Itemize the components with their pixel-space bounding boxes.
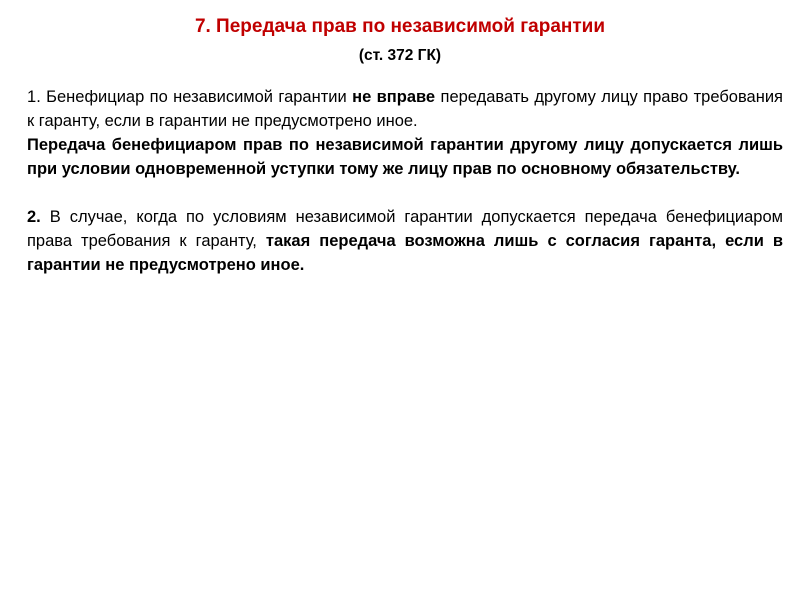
paragraph-spacer (27, 181, 783, 205)
paragraph-1-number: 1 (27, 88, 37, 106)
paragraph-2 (27, 205, 783, 277)
paragraph-2-number: 2. (27, 208, 41, 226)
paragraph-2-emphasis: такая передача возможна лишь с согласия гаранта, если в гарантии не предусмотрено иное. (27, 232, 783, 274)
slide-heading (0, 15, 800, 67)
paragraph-1-bold-statement: Передача бенефициаром прав по независимой гарантии другому лицу допускается лишь при условии одновременной уступки тому же лицу прав по основному обязательству. (27, 136, 783, 178)
slide-title: 7. Передача прав по независимой гарантии (194, 16, 606, 37)
slide-subtitle: (ст. 372 ГК) (358, 47, 442, 64)
paragraph-1-text-a: . Бенефициар по независимой гарантии (36, 88, 353, 106)
paragraph-1-emphasis: не вправе (352, 88, 436, 106)
slide-body (27, 85, 783, 277)
paragraph-2-text-a: В случае, когда по условиям независимой гарантии допускается передача бенефициаром права требования к гаранту, (27, 208, 783, 250)
paragraph-1-text-b: передавать другому лицу право требования к гаранту, если в гарантии не предусмотрено иное. (27, 88, 783, 130)
paragraph-1 (27, 85, 783, 133)
